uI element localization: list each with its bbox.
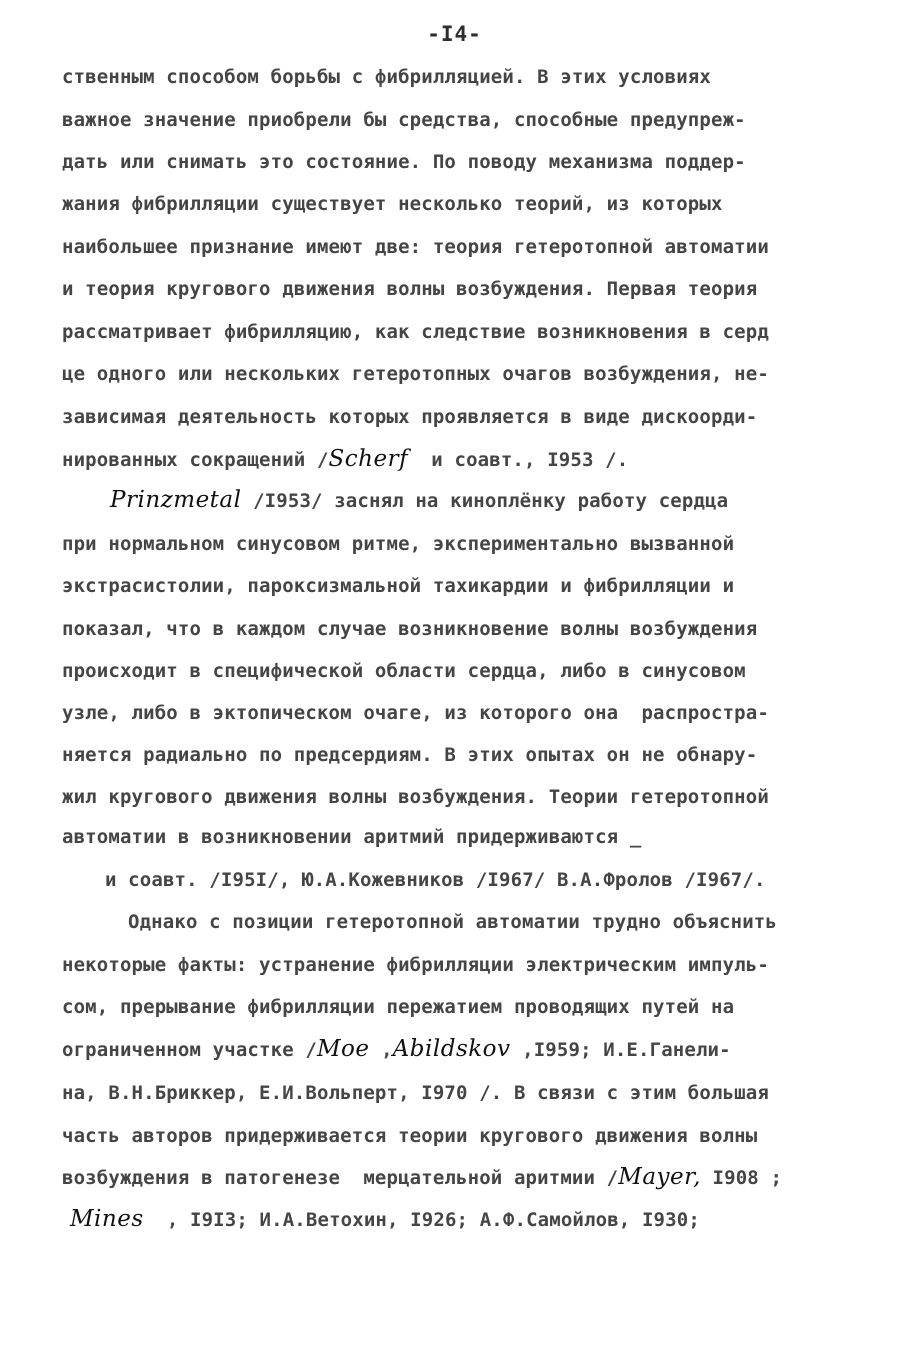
text-segment: /I953/ заснял на киноплёнку работу сердца — [241, 490, 729, 512]
text-line: важное значение приобрели бы средства, способные предупреж- — [62, 109, 746, 131]
text-line: рассматривает фибрилляцию, как следствие возникновения в серд — [62, 321, 769, 343]
text-segment: возбуждения в патогенезе мерцательной аритмии / — [62, 1167, 619, 1189]
text-segment: , I9I3; И.А.Ветохин, I926; А.Ф.Самойлов, I930; — [143, 1209, 700, 1231]
text-line-with-citation — [62, 446, 909, 472]
text-line: автоматии в возникновении аритмий придерживаются _ — [62, 826, 642, 848]
text-line: няется радиально по предсердиям. В этих опытах он не обнару- — [62, 744, 758, 766]
text-line-with-citation — [62, 1164, 909, 1190]
text-segment: и соавт., I953 /. — [408, 449, 629, 471]
text-line: и соавт. /I95I/, Ю.А.Кожевников /I967/ В.А.Фролов /I967/. — [105, 869, 766, 891]
handwritten-author-name: Mines — [70, 1206, 144, 1232]
text-line: дать или снимать это состояние. По поводу механизма поддер- — [62, 151, 746, 173]
text-line-with-citation — [70, 1206, 909, 1232]
text-line: це одного или нескольких гетеротопных очагов возбуждения, не- — [62, 363, 769, 385]
handwritten-author-name: Scherf — [328, 446, 409, 472]
handwritten-author-name: Moe — [316, 1036, 370, 1062]
text-line: происходит в специфической области сердца, либо в синусовом — [62, 660, 746, 682]
text-line: жил кругового движения волны возбуждения. Теории гетеротопной — [62, 786, 769, 808]
text-line: наибольшее признание имеют две: теория гетеротопной автоматии — [62, 236, 769, 258]
paragraph-start-line — [110, 487, 909, 513]
paragraph-start-line: Однако с позиции гетеротопной автоматии трудно объяснить — [128, 911, 777, 933]
handwritten-author-name: Abildskov — [392, 1036, 511, 1062]
text-line: показал, что в каждом случае возникновение волны возбуждения — [62, 618, 758, 640]
text-line: экстрасистолии, пароксизмальной тахикардии и фибрилляции и — [62, 575, 735, 597]
handwritten-author-name: Mayer, — [618, 1164, 701, 1190]
page-number: -I4- — [427, 22, 482, 46]
text-segment: I908 ; — [700, 1167, 783, 1189]
text-line: жания фибрилляции существует несколько теорий, из которых — [62, 193, 723, 215]
text-line: на, В.Н.Бриккер, Е.И.Вольперт, I970 /. В связи с этим большая — [62, 1082, 769, 1104]
text-line: ственным способом борьбы с фибрилляцией. В этих условиях — [62, 66, 711, 88]
text-line: при нормальном синусовом ритме, экспериментально вызванной — [62, 533, 735, 555]
text-line: сом, прерывание фибрилляции пережатием проводящих путей на — [62, 996, 735, 1018]
handwritten-author-name: Prinzmetal — [110, 487, 242, 513]
text-segment: нированных сокращений / — [62, 449, 329, 471]
text-segment: , — [369, 1039, 393, 1061]
text-line: зависимая деятельность которых проявляется в виде дискоорди- — [62, 406, 758, 428]
text-line: некоторые факты: устранение фибрилляции электрическим импуль- — [62, 954, 769, 976]
text-line: часть авторов придерживается теории кругового движения волны — [62, 1125, 758, 1147]
text-line: и теория кругового движения волны возбуждения. Первая теория — [62, 278, 758, 300]
text-segment: ,I959; И.Е.Ганели- — [510, 1039, 731, 1061]
text-line-with-citation — [62, 1036, 909, 1062]
text-line: узле, либо в эктопическом очаге, из которого она распростра- — [62, 702, 769, 724]
text-segment: ограниченном участке / — [62, 1039, 317, 1061]
